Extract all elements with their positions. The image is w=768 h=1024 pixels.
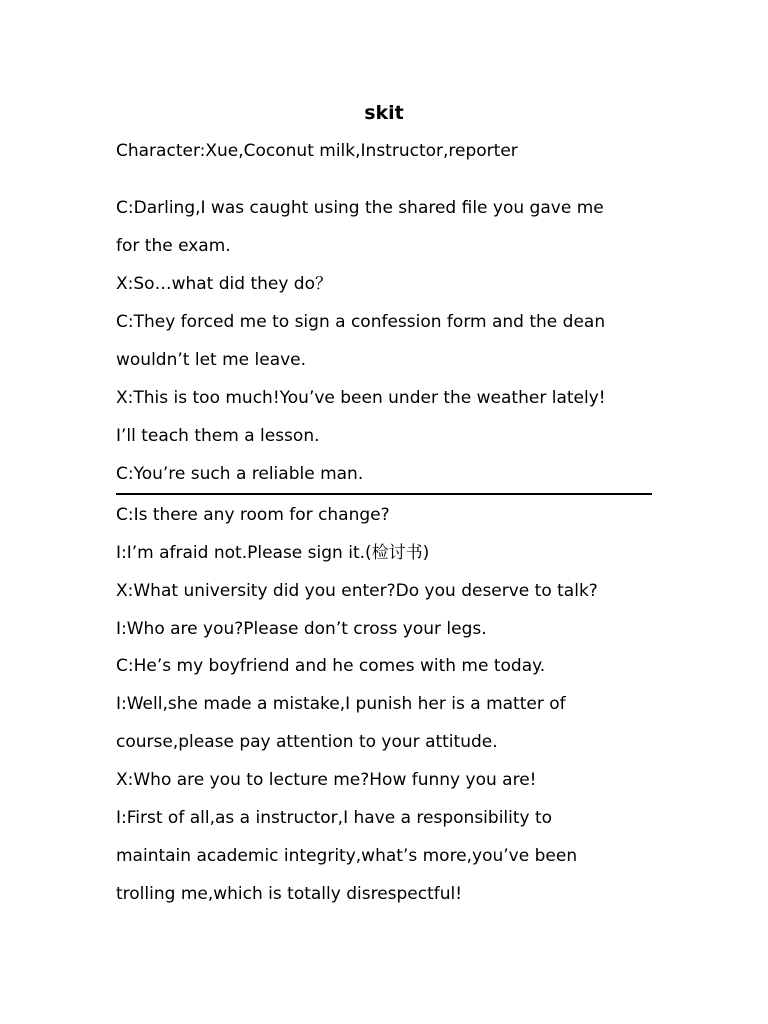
dialogue-line: X:So…what did they do？ (116, 274, 332, 294)
dialogue-line: course,please pay attention to your attitude. (116, 732, 498, 752)
section-divider (116, 493, 652, 495)
dialogue-line: X:What university did you enter?Do you deserve to talk? (116, 581, 598, 601)
dialogue-line: X:Who are you to lecture me?How funny you are! (116, 770, 537, 790)
document-title: skit (364, 102, 404, 124)
dialogue-line: I:Well,she made a mistake,I punish her is a matter of (116, 694, 566, 714)
dialogue-line: I’ll teach them a lesson. (116, 426, 320, 446)
dialogue-line: maintain academic integrity,what’s more,you’ve been (116, 846, 578, 866)
dialogue-line: C:They forced me to sign a confession form and the dean (116, 312, 606, 332)
dialogue-line: C:You’re such a reliable man. (116, 464, 364, 484)
dialogue-line: X:This is too much!You’ve been under the weather lately! (116, 388, 606, 408)
dialogue-line: C:Darling,I was caught using the shared file you gave me (116, 198, 604, 218)
character-list: Character:Xue,Coconut milk,Instructor,reporter (116, 141, 518, 161)
dialogue-line: I:I’m afraid not.Please sign it.(检讨书) (116, 543, 430, 563)
dialogue-line: trolling me,which is totally disrespectful! (116, 884, 463, 904)
dialogue-line: C:He’s my boyfriend and he comes with me today. (116, 656, 546, 676)
dialogue-line: I:Who are you?Please don’t cross your legs. (116, 619, 487, 639)
dialogue-line: for the exam. (116, 236, 231, 256)
dialogue-line: wouldn’t let me leave. (116, 350, 307, 370)
dialogue-line: I:First of all,as a instructor,I have a responsibility to (116, 808, 553, 828)
dialogue-line: C:Is there any room for change? (116, 505, 390, 525)
